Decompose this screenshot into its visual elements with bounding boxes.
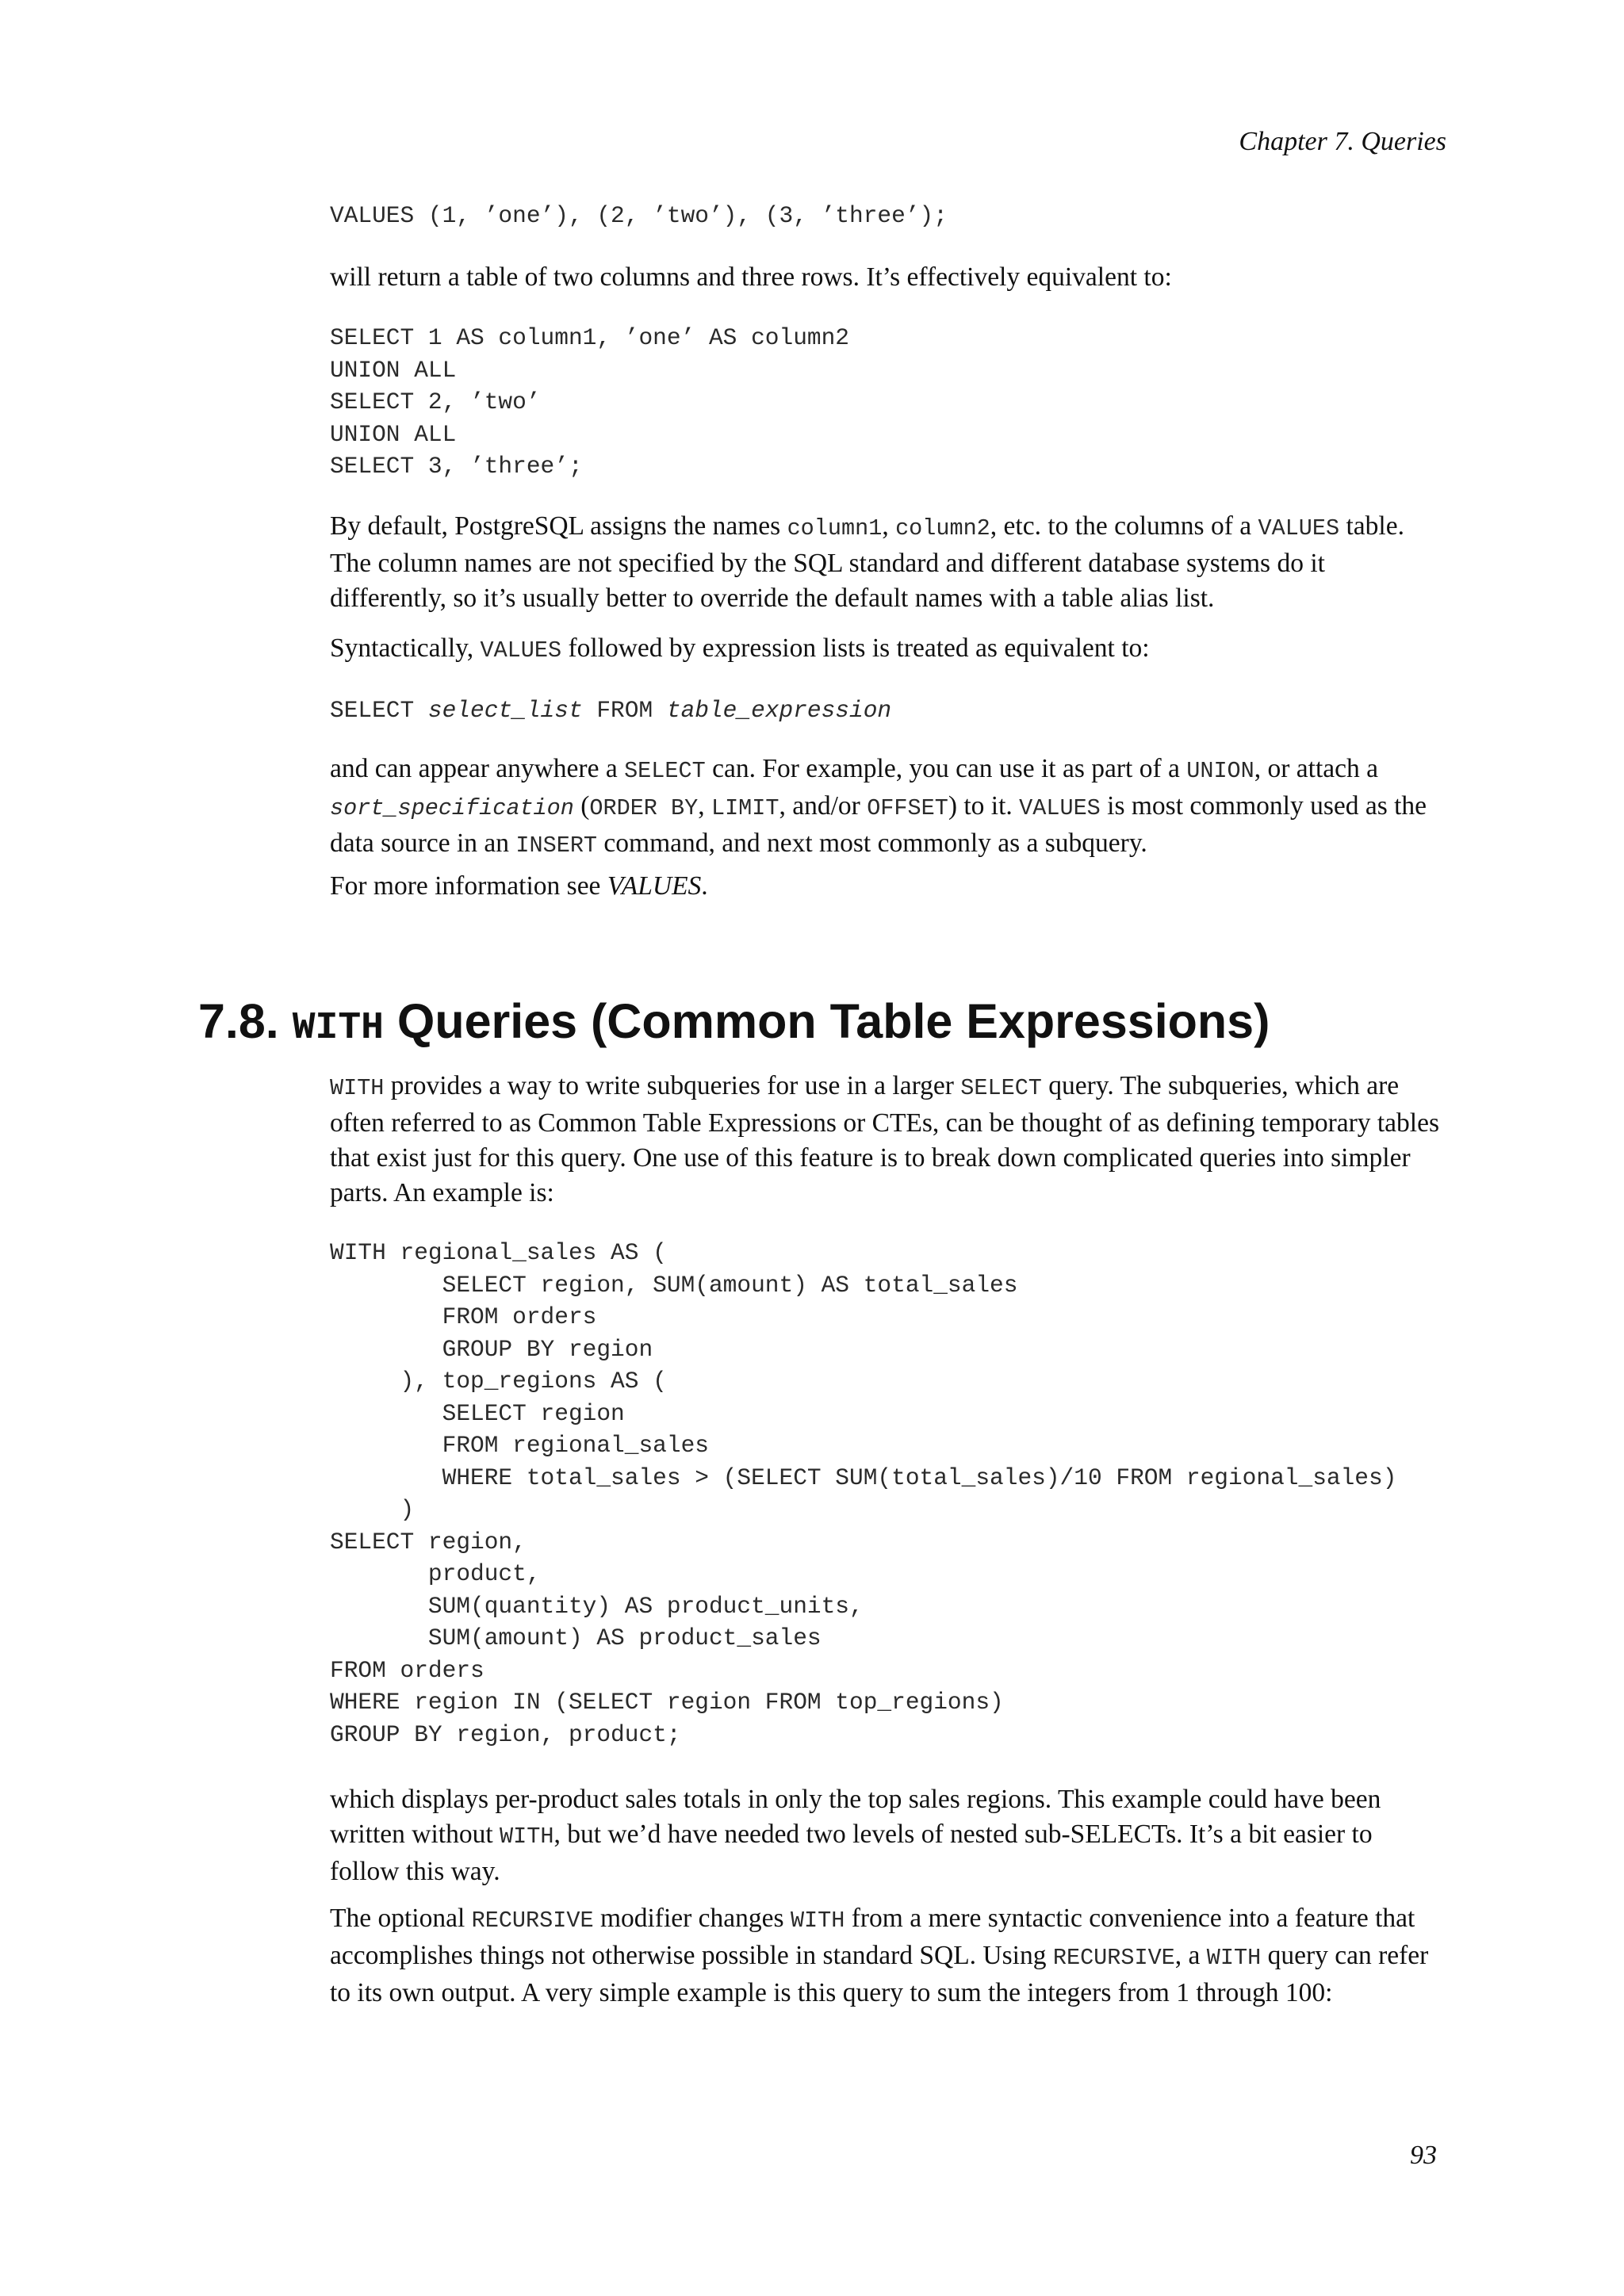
inline-code: VALUES [1019,795,1101,821]
paragraph-text: which displays per-product sales totals in only the top sales regions. This example could have been written without WITH, but we’d have needed two levels of nested sub-SELECTs. It’s a bit easier to follow this way. [330,1785,1381,1886]
inline-code: SELECT [960,1075,1042,1101]
inline-code: OFFSET [867,795,948,821]
inline-code: UNION [1186,758,1254,784]
inline-code: LIMIT [710,795,779,821]
page-number: 93 [1410,2141,1437,2170]
section-heading: 7.8. WITH Queries (Common Table Expressions) [198,994,1270,1050]
syntax-code-block [330,695,1440,727]
inline-code: WITH [330,1075,385,1101]
paragraph-6 [330,1069,1440,1211]
inline-code: column2 [895,515,990,541]
paragraph-7 [330,1782,1440,1889]
running-header: Chapter 7. Queries [1239,127,1446,156]
paragraph-text: and can appear anywhere a SELECT can. For example, you can use it as part of a UNION, or attach a sort_specification (ORDER BY, LIMIT, and/or OFFSET) to it. VALUES is most commonly used as the data source in an INSERT command, and next most commonly as a subquery. [330,754,1427,859]
paragraph-4 [330,752,1440,863]
inline-code: WITH [1206,1945,1262,1971]
code-union-example: SELECT 1 AS column1, ’one’ AS column2 UNION ALL SELECT 2, ’two’ UNION ALL SELECT 3, ’three’; [330,324,850,480]
paragraph-text: Syntactically, VALUES followed by expression lists is treated as equivalent to: [330,633,1150,664]
with-code-block [330,1237,1519,1751]
inline-code: SELECT [624,758,706,784]
code-values-example: VALUES (1, ’one’), (2, ’two’), (3, ’three’); [330,202,948,229]
paragraph-2 [330,509,1440,616]
paragraph-text: will return a table of two columns and three rows. It’s effectively equivalent to: [330,262,1172,292]
inline-code: WITH [500,1823,554,1850]
paragraph-8 [330,1901,1440,2011]
code-with-example: WITH regional_sales AS ( SELECT region, SUM(amount) AS total_sales FROM orders GROUP BY region ), top_regions AS ( SELECT region FROM regional_sales WHERE total_sales > (SELECT SUM(total_sales)/10 FROM regional_sales) ) SELECT region, product, SUM(quantity) AS product_units, SUM(amount) AS product_sales FROM orders WHERE region IN (SELECT region FROM top_regions) GROUP BY region, product; [330,1239,1397,1748]
paragraph-text: For more information see VALUES. [330,871,708,901]
paragraph-1 [330,260,1440,295]
inline-code: RECURSIVE [1052,1945,1175,1971]
inline-code: VALUES [1258,515,1340,541]
inline-code: column1 [787,515,883,541]
paragraph-5 [330,869,1440,904]
inline-code: VALUES [480,637,562,664]
paragraph-text: By default, PostgreSQL assigns the names column1, column2, etc. to the columns of a VALUES table. The column names are not specified by the SQL standard and different database systems do it differently, so it’s usually better to override the default names with a table alias list. [330,511,1404,613]
paragraph-text: The optional RECURSIVE modifier changes WITH from a mere syntactic convenience into a feature that accomplishes things not otherwise possible in standard SQL. Using RECURSIVE, a WITH query can refer to its own output. A very simple example is this query to sum the integers from 1 through 100: [330,1904,1429,2007]
values-reference-link[interactable]: VALUES [607,871,702,901]
inline-code-italic: sort_specification [330,795,574,821]
paragraph-3 [330,631,1440,668]
union-code-block [330,322,1440,483]
paragraph-text: WITH provides a way to write subqueries for use in a larger SELECT query. The subqueries, which are often referred to as Common Table Expressions or CTEs, can be thought of as defining temporary tables that exist just for this query. One use of this feature is to break down complicated queries into simpler parts. An example is: [330,1071,1440,1207]
code-syntax: SELECT select_list FROM table_expression [330,697,892,724]
values-code-block [330,200,1440,232]
inline-code: ORDER BY [589,795,699,821]
inline-code: WITH [790,1908,845,1934]
inline-code: INSERT [515,832,598,859]
inline-code: RECURSIVE [471,1908,594,1934]
